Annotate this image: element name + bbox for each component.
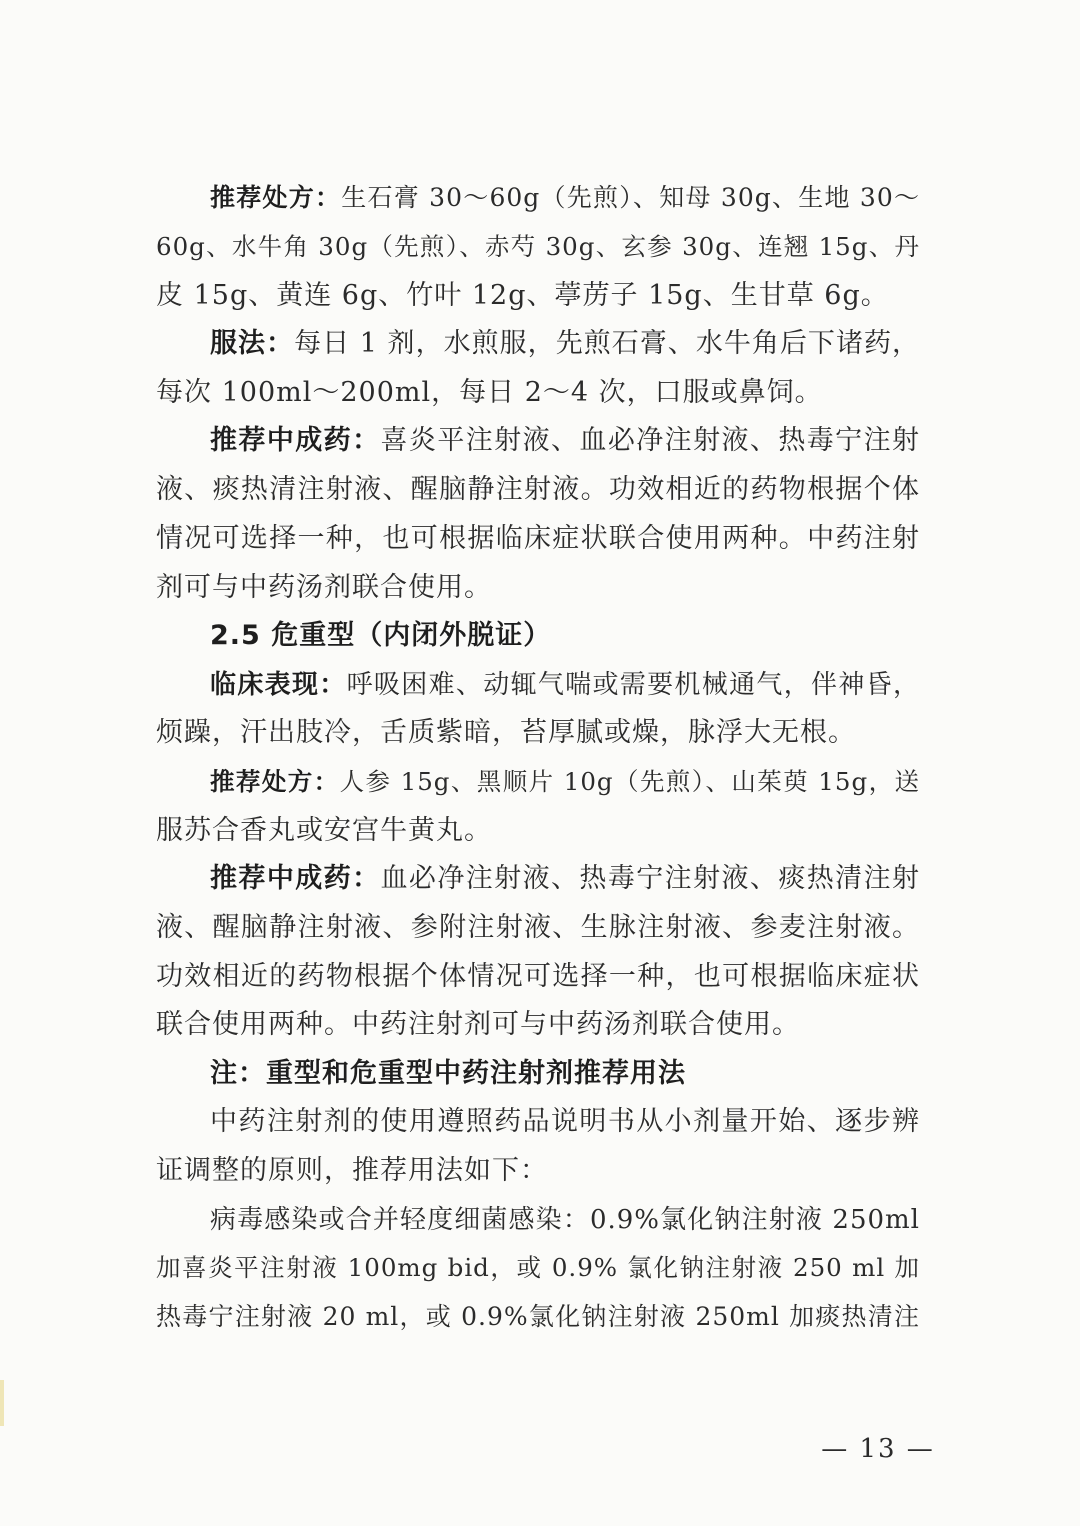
line-text: 功效相近的药物根据个体情况可选择一种，也可根据临床症状 bbox=[156, 961, 920, 992]
text-line bbox=[210, 1203, 920, 1237]
line-text: 证调整的原则，推荐用法如下： bbox=[156, 1155, 548, 1186]
line-text: 联合使用两种。中药注射剂可与中药汤剂联合使用。 bbox=[156, 1009, 800, 1040]
note-heading bbox=[210, 1057, 920, 1091]
line-label: 推荐中成药： bbox=[210, 425, 381, 456]
line-text: 每日 1 剂，水煎服，先煎石膏、水牛角后下诸药， bbox=[294, 328, 921, 359]
text-line bbox=[156, 522, 920, 556]
text-line bbox=[156, 1251, 920, 1285]
line-text: 人参 15g、黑顺片 10g（先煎）、山茱萸 15g，送 bbox=[339, 767, 920, 796]
line-label: 推荐处方： bbox=[210, 767, 340, 796]
line-text: 中药注射剂的使用遵照药品说明书从小剂量开始、逐步辨 bbox=[210, 1106, 920, 1137]
scan-edge-mark bbox=[0, 1380, 4, 1426]
line-text: 呼吸困难、动辄气喘或需要机械通气，伴神昏， bbox=[346, 670, 920, 700]
line-text: 血必净注射液、热毒宁注射液、痰热清注射 bbox=[380, 863, 920, 894]
line-text: 情况可选择一种，也可根据临床症状联合使用两种。中药注射 bbox=[156, 523, 920, 554]
text-line bbox=[156, 960, 920, 994]
line-text: 烦躁，汗出肢冷，舌质紫暗，苔厚腻或燥，脉浮大无根。 bbox=[156, 717, 856, 748]
page-number: — 13 — bbox=[821, 1434, 935, 1464]
line-text: 液、醒脑静注射液、参附注射液、生脉注射液、参麦注射液。 bbox=[156, 912, 920, 943]
text-line bbox=[156, 230, 920, 264]
text-line bbox=[156, 376, 920, 410]
text-line bbox=[156, 571, 920, 605]
text-line bbox=[210, 668, 920, 702]
text-line bbox=[210, 765, 920, 799]
line-text: 生石膏 30～60g（先煎）、知母 30g、生地 30～ bbox=[341, 183, 920, 212]
text-line bbox=[156, 814, 920, 848]
line-text: 病毒感染或合并轻度细菌感染：0.9%氯化钠注射液 250ml bbox=[210, 1205, 920, 1235]
text-line bbox=[156, 1154, 920, 1188]
heading-text: 2.5 危重型（内闭外脱证） bbox=[210, 620, 552, 651]
text-line bbox=[156, 1008, 920, 1042]
text-line bbox=[156, 911, 920, 945]
line-text: 加喜炎平注射液 100mg bid，或 0.9% 氯化钠注射液 250 ml 加 bbox=[156, 1253, 920, 1282]
line-text: 喜炎平注射液、血必净注射液、热毒宁注射 bbox=[380, 425, 920, 456]
line-text: 60g、水牛角 30g（先煎）、赤芍 30g、玄参 30g、连翘 15g、丹 bbox=[156, 232, 920, 261]
text-line bbox=[156, 473, 920, 507]
line-text: 热毒宁注射液 20 ml，或 0.9%氯化钠注射液 250ml 加痰热清注 bbox=[156, 1302, 920, 1331]
line-text: 每次 100ml～200ml，每日 2～4 次，口服或鼻饲。 bbox=[156, 377, 823, 408]
text-line bbox=[210, 181, 920, 215]
line-label: 临床表现： bbox=[210, 670, 347, 700]
text-line bbox=[156, 716, 920, 750]
line-label: 服法： bbox=[210, 328, 295, 359]
heading-text: 注：重型和危重型中药注射剂推荐用法 bbox=[210, 1058, 686, 1089]
line-text: 皮 15g、黄连 6g、竹叶 12g、葶苈子 15g、生甘草 6g。 bbox=[156, 280, 889, 311]
line-text: 液、痰热清注射液、醒脑静注射液。功效相近的药物根据个体 bbox=[156, 474, 920, 505]
line-text: 服苏合香丸或安宫牛黄丸。 bbox=[156, 815, 492, 846]
line-label: 推荐处方： bbox=[210, 183, 342, 212]
line-label: 推荐中成药： bbox=[210, 863, 381, 894]
text-line bbox=[156, 1300, 920, 1334]
text-line bbox=[210, 424, 920, 458]
text-line bbox=[156, 279, 920, 313]
text-line bbox=[210, 862, 920, 896]
text-line bbox=[210, 1105, 920, 1139]
section-heading bbox=[210, 619, 920, 653]
line-text: 剂可与中药汤剂联合使用。 bbox=[156, 572, 492, 603]
text-line bbox=[210, 327, 920, 361]
